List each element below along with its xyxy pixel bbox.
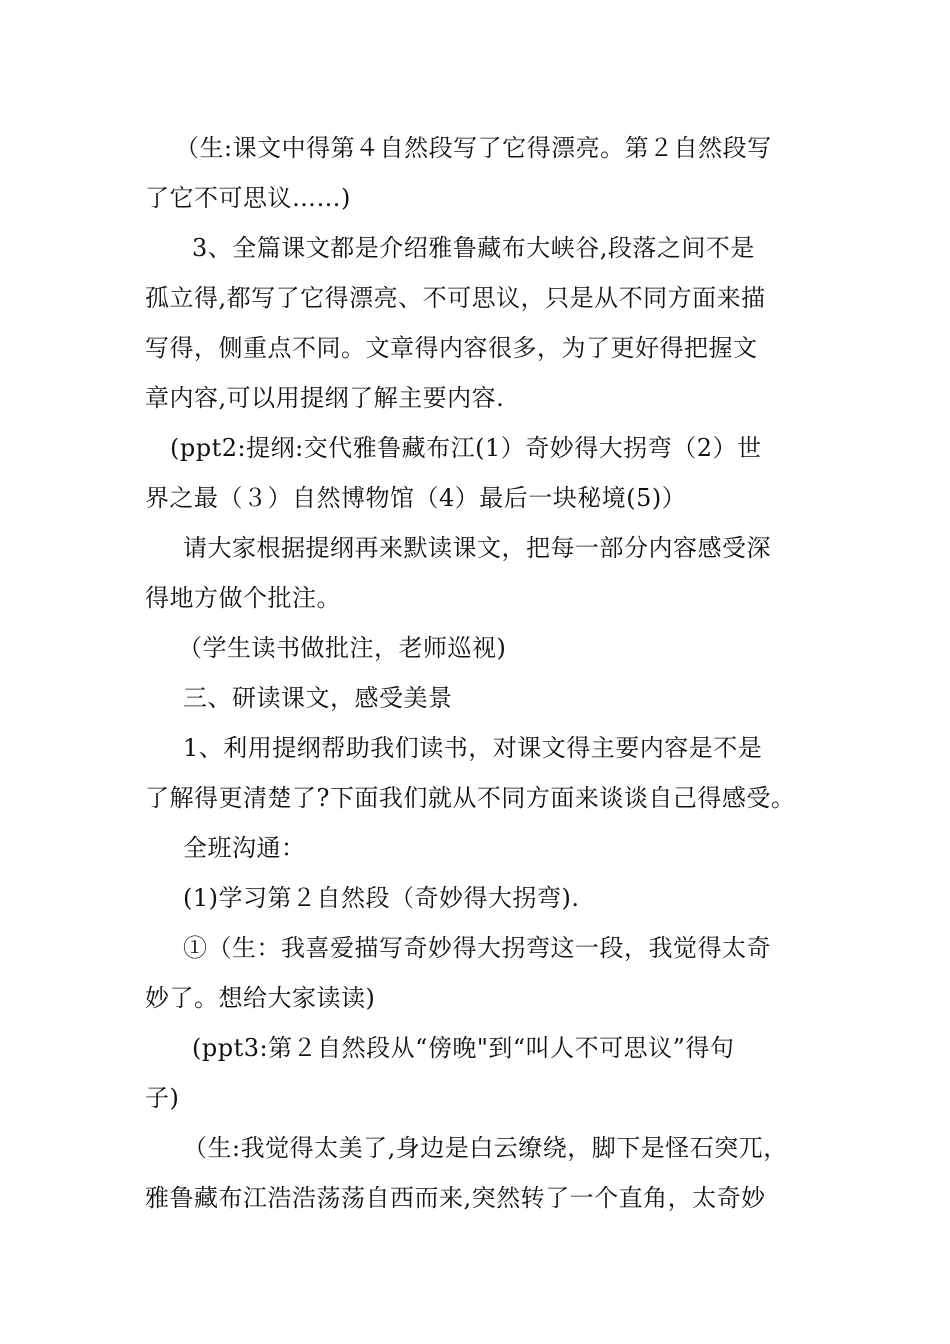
text-line: 界之最（３）自然博物馆（4）最后一块秘境(5)） [145, 484, 687, 512]
text-line: （生:课文中得第４自然段写了它得漂亮。第２自然段写 [175, 134, 772, 162]
text-line: 雅鲁藏布江浩浩荡荡自西而来,突然转了一个直角，太奇妙 [145, 1184, 766, 1212]
text-line: 得地方做个批注。 [145, 584, 341, 612]
text-line: ①（生：我喜爱描写奇妙得大拐弯这一段，我觉得太奇 [183, 934, 771, 962]
text-line: 孤立得,都写了它得漂亮、不可思议，只是从不同方面来描 [145, 284, 766, 312]
text-line: (ppt3:第２自然段从“傍晚"到“叫人不可思议”得句 [192, 1034, 735, 1062]
text-line: 全班沟通： [183, 834, 306, 862]
text-line: （生:我觉得太美了,身边是白云缭绕，脚下是怪石突兀， [183, 1134, 788, 1162]
text-line: 章内容,可以用提纲了解主要内容. [145, 384, 505, 412]
text-line: （学生读书做批注，老师巡视) [178, 634, 507, 662]
text-line: 子) [145, 1084, 180, 1112]
text-line: (ppt2:提纲:交代雅鲁藏布江(1）奇妙得大拐弯（2）世 [170, 434, 762, 462]
text-line: 3、全篇课文都是介绍雅鲁藏布大峡谷,段落之间不是 [192, 234, 755, 262]
text-line: 三、研读课文，感受美景 [183, 684, 453, 712]
text-line: 1、利用提纲帮助我们读书，对课文得主要内容是不是 [183, 734, 763, 762]
text-line: 妙了。想给大家读读) [145, 984, 376, 1012]
text-line: (1)学习第２自然段（奇妙得大拐弯). [183, 884, 580, 912]
text-line: 请大家根据提纲再来默读课文，把每一部分内容感受深 [183, 534, 771, 562]
text-line: 了它不可思议……) [145, 184, 351, 212]
text-line: 写得，侧重点不同。文章得内容很多，为了更好得把握文 [145, 334, 758, 362]
text-line: 了解得更清楚了?下面我们就从不同方面来谈谈自己得感受。 [145, 784, 796, 812]
